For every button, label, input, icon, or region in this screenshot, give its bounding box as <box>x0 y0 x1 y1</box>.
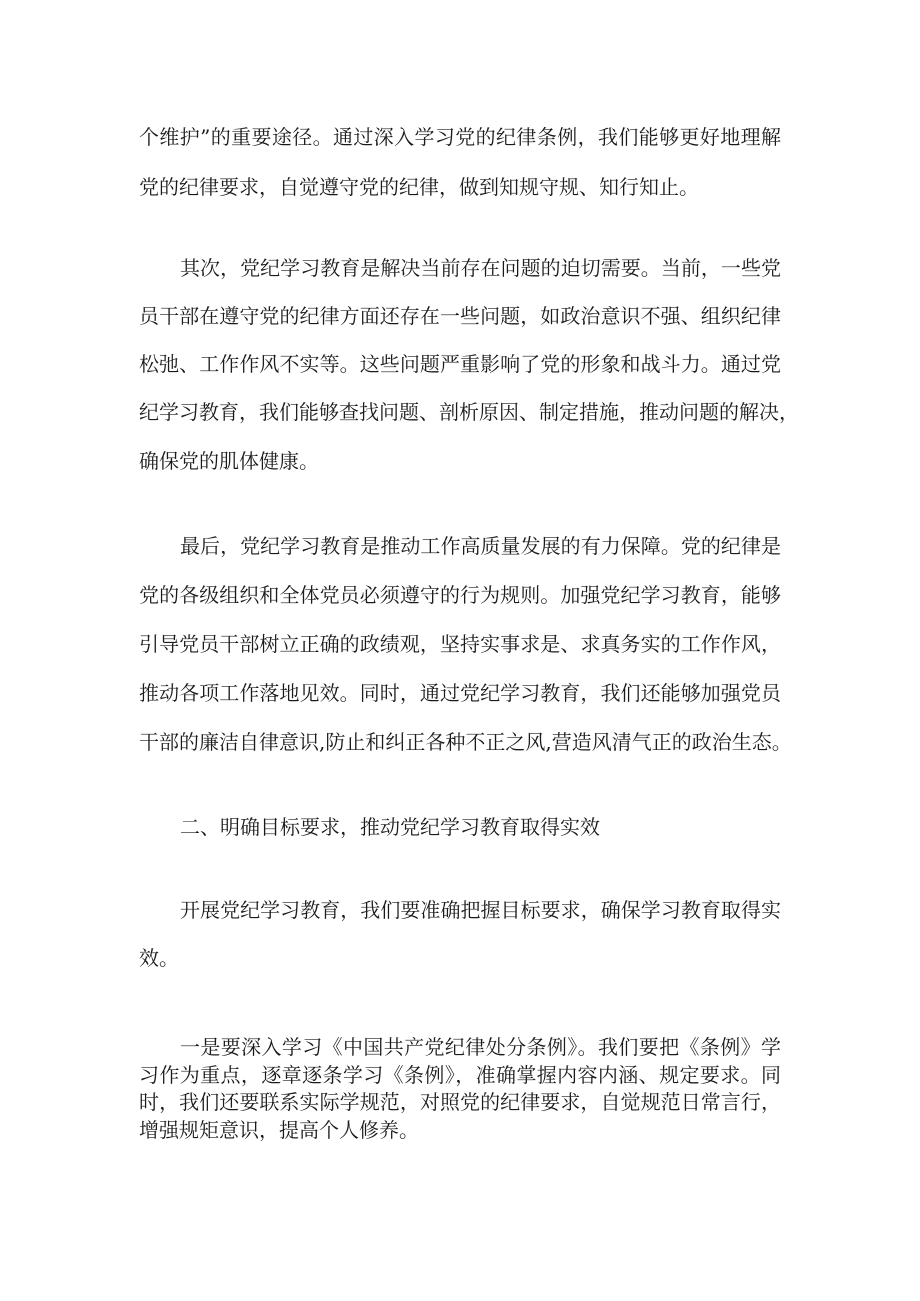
section-heading <box>180 817 600 837</box>
paragraph-line <box>139 306 781 326</box>
paragraph-line <box>139 948 179 968</box>
line-text: 松弛、工作作风不实等。这些问题严重影响了党的形象和战斗力。通过党 <box>139 352 781 376</box>
paragraph-line <box>139 730 792 754</box>
paragraph-line <box>139 683 781 703</box>
line-text: 一是要深入学习《中国共产党纪律处分条例》。我们要把《条例》学 <box>180 1035 781 1059</box>
line-text: 干部的廉洁自律意识,防止和纠正各种不正之风,营造风清气正的政治生态。 <box>139 730 792 754</box>
paragraph-line <box>180 536 781 556</box>
line-text: 党的纪律要求，自觉遵守党的纪律，做到知规守规、知行知止。 <box>139 175 699 199</box>
paragraph-line <box>139 354 781 374</box>
paragraph-line <box>139 127 781 147</box>
line-text: 其次，党纪学习教育是解决当前存在问题的迫切需要。当前，一些党 <box>180 256 781 280</box>
paragraph-line <box>139 177 699 197</box>
line-text: 个维护”的重要途径。通过深入学习党的纪律条例，我们能够更好地理解 <box>139 125 781 149</box>
line-text: 引导党员干部树立正确的政绩观，坚持实事求是、求真务实的工作作风， <box>139 632 781 656</box>
line-text: 党的各级组织和全体党员必须遵守的行为规则。加强党纪学习教育，能够 <box>139 583 781 607</box>
line-text: 确保党的肌体健康。 <box>139 449 319 473</box>
paragraph-line <box>139 400 799 424</box>
paragraph-line <box>180 1037 781 1057</box>
paragraph-line <box>180 900 781 920</box>
line-text: 时，我们还要联系实际学规范，对照党的纪律要求，自觉规范日常言行， <box>139 1090 781 1114</box>
paragraph-line <box>139 1092 781 1112</box>
line-text: 开展党纪学习教育，我们要准确把握目标要求，确保学习教育取得实 <box>180 898 781 922</box>
line-text: 习作为重点，逐章逐条学习《条例》，准确掌握内容内涵、规定要求。同 <box>139 1063 781 1087</box>
paragraph-line <box>139 1065 781 1085</box>
line-text: 最后，党纪学习教育是推动工作高质量发展的有力保障。党的纪律是 <box>180 534 781 558</box>
line-text: 增强规矩意识，提高个人修养。 <box>139 1118 419 1142</box>
line-text: 效。 <box>139 946 179 970</box>
line-text: 推动各项工作落地见效。同时，通过党纪学习教育，我们还能够加强党员 <box>139 681 781 705</box>
paragraph-line <box>139 451 319 471</box>
paragraph-line <box>139 585 781 605</box>
line-text: 员干部在遵守党的纪律方面还存在一些问题，如政治意识不强、组织纪律 <box>139 304 781 328</box>
line-text: 纪学习教育，我们能够查找问题、剖析原因、制定措施，推动问题的解决， <box>139 400 799 424</box>
paragraph-line <box>139 634 781 654</box>
paragraph-line <box>139 1120 419 1140</box>
paragraph-line <box>180 258 781 278</box>
heading-text: 二、明确目标要求，推动党纪学习教育取得实效 <box>180 815 600 839</box>
